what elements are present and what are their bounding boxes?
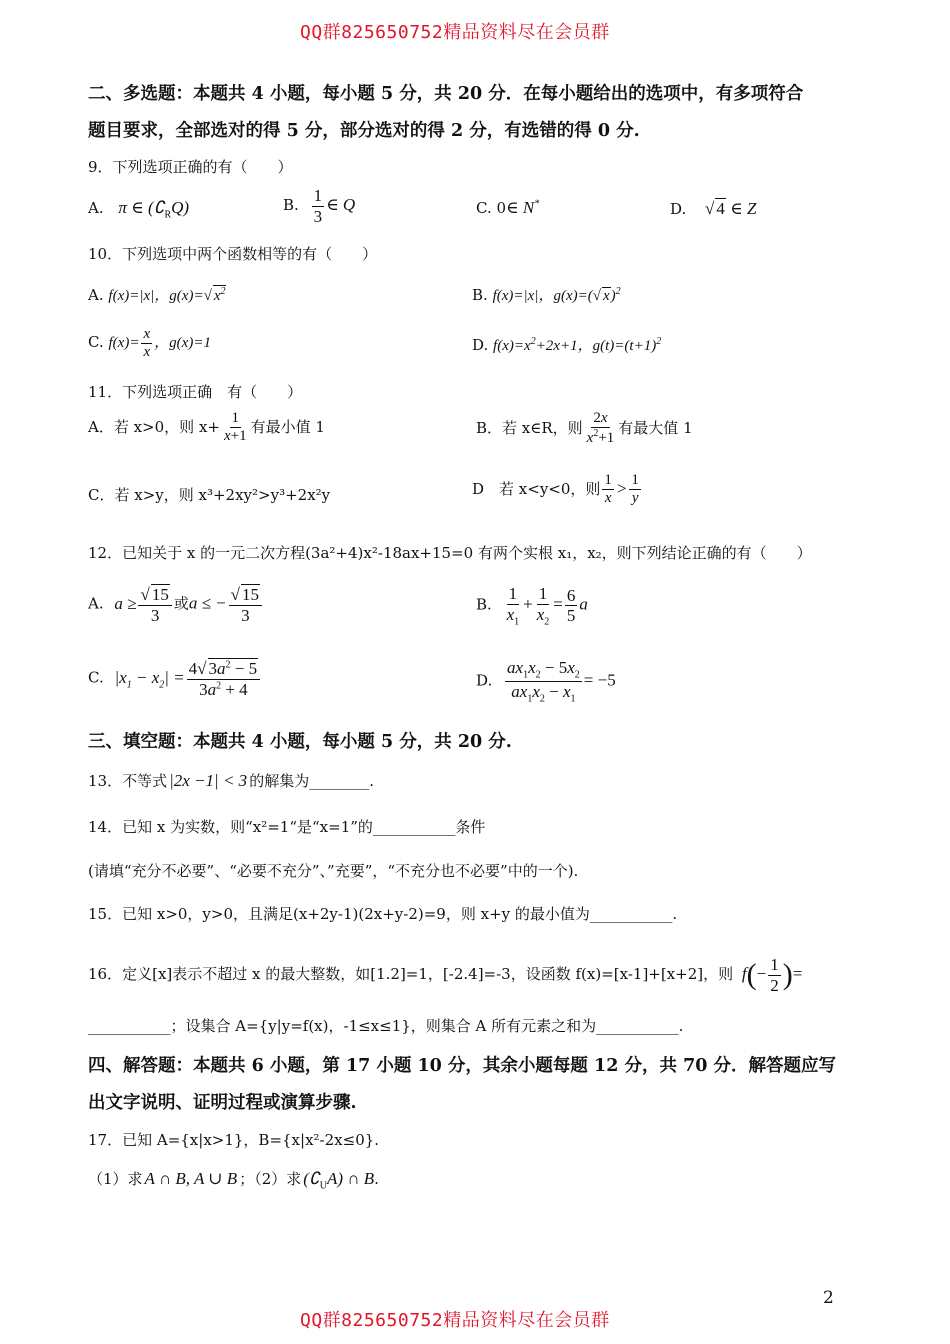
- q9-stem: 9．下列选项正确的有（ ）: [88, 158, 293, 176]
- q11-stem: 11．下列选项正确 有（ ）: [88, 383, 303, 401]
- q9-option-b: B. $\frac{1}{3}$ ∈ Q: [283, 186, 356, 226]
- footer-watermark: QQ群825650752精品资料尽在会员群: [300, 1310, 610, 1331]
- header-watermark: QQ群825650752精品资料尽在会员群: [300, 22, 610, 43]
- q11-option-b: B．若 x∈R，则 $\frac{2x}{x^2+1}$ 有最大值 1: [476, 410, 693, 447]
- q10-stem: 10．下列选项中两个函数相等的有（ ）: [88, 245, 378, 263]
- q10-option-c: C. f(x)= $\frac{x}{x}$ ，g(x)=1: [88, 326, 211, 361]
- q11-option-d: D 若 x<y<0，则 $\frac{1}{x}$ > $\frac{1}{y}$: [472, 472, 639, 507]
- q17-parts: （1）求 A ∩ B, A ∪ B ；（2）求 $(∁_UA)$ ∩ B.: [88, 1169, 379, 1192]
- q17-stem: 17．已知 A={x|x>1}，B={x|x²-2x≤0}.: [88, 1131, 380, 1149]
- q10-option-b: B. f(x)=|x|，g(x)=(√ x)$^2$: [472, 286, 621, 304]
- section-2-title-line2: 题目要求，全部选对的得 5 分，部分选对的得 2 分，有选错的得 0 分.: [88, 121, 640, 141]
- q15: 15．已知 x>0，y>0，且满足(x+2y-1)(2x+y-2)=9，则 x+y 的最小值为___________.: [88, 905, 678, 923]
- q12-option-c: C. $|x_1 - x_2|$ = $\frac{4√ 3a^2 - 5}{3a^2 + 4}$: [88, 658, 262, 699]
- q14-line1: 14．已知 x 为实数，则“x²=1“是“x=1”的___________条件: [88, 818, 486, 836]
- q10-option-d: D. $f(x)=x^2+2x+1$，$g(t)=(t+1)^2$: [472, 336, 662, 354]
- section-4-title-line2: 出文字说明、证明过程或演算步骤.: [88, 1093, 357, 1113]
- section-3-title: 三、填空题：本题共 4 小题，每小题 5 分，共 20 分.: [88, 732, 512, 752]
- q9-option-c: C. 0∈ N*: [476, 198, 540, 217]
- q11-option-a: A．若 x>0，则 x+ $\frac{1}{x+1}$ 有最小值 1: [88, 410, 325, 445]
- q12-option-d: D. $\frac{ax_1x_2 - 5x_2}{ax_1x_2 - x_1}$ = −5: [476, 658, 616, 705]
- q16-line1: 16．定义[x]表示不超过 x 的最大整数，如[1.2]=1，[-2.4]=-3，设函数 f(x)=[x-1]+[x+2]，则 f(− $\frac{1}{2}$ )=: [88, 955, 803, 995]
- q9-option-a: A. π ∈ $(∁_RQ)$: [88, 198, 190, 221]
- q12-stem: 12．已知关于 x 的一元二次方程(3a²+4)x²-18ax+15=0 有两个实根 x₁，x₂，则下列结论正确的有（ ）: [88, 544, 812, 562]
- q12-option-a: A. a ≥ $\frac{√ 15}{3}$ 或a ≤ − $\frac{√ 15}{3}$: [88, 584, 264, 625]
- q9-option-d: D. √ 4 ∈ Z: [670, 199, 757, 218]
- q16-line2: ___________；设集合 A={y|y=f(x)，-1≤x≤1}，则集合 A 所有元素之和为___________.: [88, 1017, 684, 1035]
- section-2-title-line1: 二、多选题：本题共 4 小题，每小题 5 分，共 20 分．在每小题给出的选项中，有多项符合: [88, 84, 804, 104]
- q13: 13．不等式 |2x −1| < 3 的解集为________.: [88, 771, 374, 790]
- q14-line2: (请填“充分不必要”、“必要不充分”、”充要”，“不充分也不必要”中的一个).: [88, 862, 579, 880]
- q10-option-a: A. f(x)=|x|，g(x)=√ $x^2$: [88, 286, 226, 304]
- q12-option-b: B. $\frac{1}{x_1}$ + $\frac{1}{x_2}$ = $\frac{6}{5}$ a: [476, 584, 588, 627]
- q11-option-c: C．若 x>y，则 x³+2xy²>y³+2x²y: [88, 486, 331, 504]
- section-4-title-line1: 四、解答题：本题共 6 小题，第 17 小题 10 分，其余小题每题 12 分，共 70 分．解答题应写: [88, 1056, 837, 1076]
- page-number: 2: [823, 1288, 834, 1308]
